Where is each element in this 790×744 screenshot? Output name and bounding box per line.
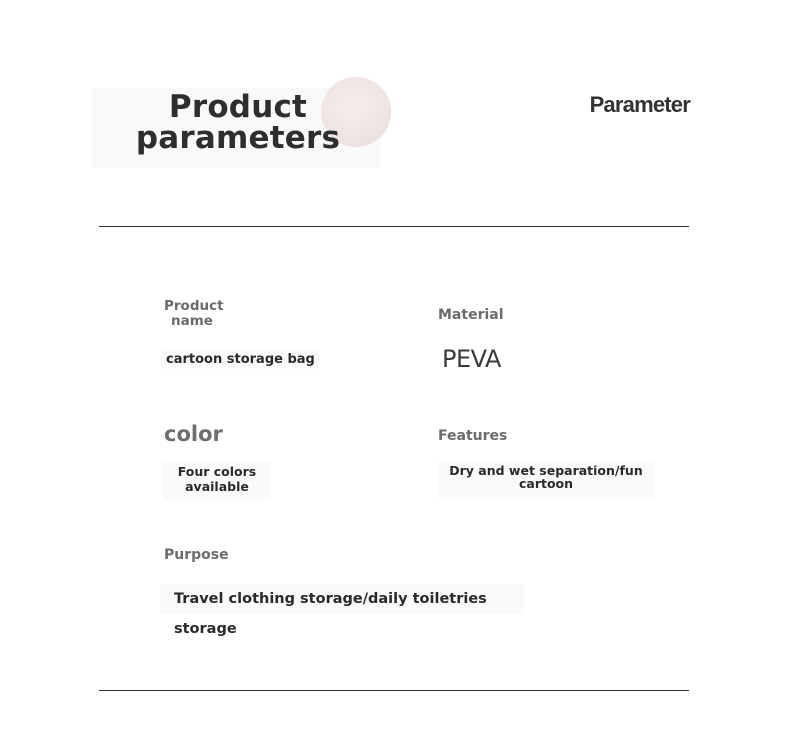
color-label: color bbox=[164, 422, 223, 446]
bottom-divider bbox=[99, 690, 689, 691]
product-name-value: cartoon storage bag bbox=[162, 350, 319, 369]
color-value: Four colors available bbox=[163, 462, 271, 500]
purpose-value: Travel clothing storage/daily toiletries storage bbox=[160, 584, 524, 614]
page-title-line2: parameters bbox=[135, 120, 341, 156]
section-tag: Parameter bbox=[589, 92, 690, 117]
material-label: Material bbox=[438, 307, 504, 323]
page-title bbox=[92, 89, 384, 156]
features-value: Dry and wet separation/fun cartoon bbox=[438, 462, 654, 499]
top-divider bbox=[99, 226, 689, 227]
material-value: PEVA bbox=[442, 345, 501, 373]
features-label: Features bbox=[438, 428, 508, 444]
page-title-line1: Product bbox=[168, 89, 308, 125]
product-name-label bbox=[164, 299, 234, 329]
product-name-label-line1: Product bbox=[164, 298, 224, 314]
purpose-label: Purpose bbox=[164, 547, 229, 563]
product-name-label-line2: name bbox=[171, 313, 213, 329]
